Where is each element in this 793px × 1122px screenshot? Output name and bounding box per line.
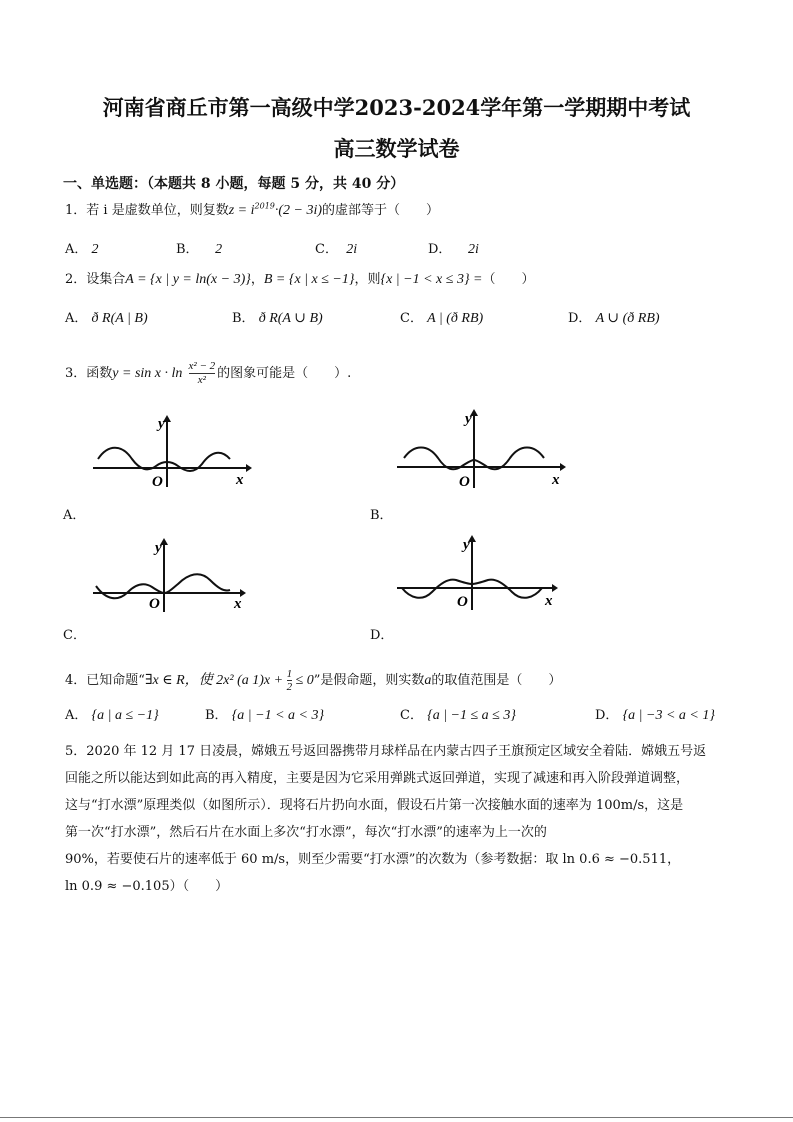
q1-number: 1． <box>65 203 87 218</box>
axis-x-label: x <box>552 472 560 488</box>
option-label: D． <box>595 708 619 723</box>
axis-y-label: y <box>158 416 165 432</box>
page-bottom-rule <box>0 1117 793 1118</box>
option-label: D． <box>428 242 452 257</box>
q1-option-b <box>176 238 222 258</box>
question-5 <box>65 738 740 900</box>
q2-option-b <box>232 307 323 327</box>
q3-text-b: 的图象可能是（ ）. <box>217 366 352 381</box>
q2-set-a: A = {x | y = ln(x − 3)} <box>125 272 251 287</box>
origin-label: O <box>457 594 468 610</box>
q1-text-a: 若 i 是虚数单位，则复数 <box>86 203 229 218</box>
q3-number: 3． <box>65 366 87 381</box>
q2-text-b: ，则 <box>354 272 381 287</box>
q2-option-d <box>568 307 660 327</box>
graph-b <box>392 404 577 492</box>
option-value: ð R(A | B) <box>91 311 148 326</box>
option-value: ð R(A ∪ B) <box>258 311 323 326</box>
q3-fraction <box>189 360 216 387</box>
q3-expr: y = sin x · ln <box>112 366 183 381</box>
x-axis-arrow <box>552 584 558 592</box>
origin-label: O <box>149 596 160 612</box>
q2-sep: ， <box>250 272 264 287</box>
option-value: A | (ð RB) <box>427 311 484 326</box>
q1-option-c <box>315 238 357 258</box>
option-value: {a | −3 < a < 1} <box>622 708 715 723</box>
option-value: 2 <box>215 242 223 257</box>
q2-text-c: （ ） <box>482 272 535 287</box>
x-axis-arrow <box>560 463 566 471</box>
q4-expr-b: ≤ 0 <box>292 673 314 688</box>
section-heading: 一、单选题：（本题共 8 小题，每题 5 分，共 40 分） <box>63 176 405 192</box>
q1-text-b: 的虚部等于（ ） <box>322 203 440 218</box>
axis-x-label: x <box>545 593 553 609</box>
q4-frac-num: 1 <box>286 668 293 680</box>
option-label: C． <box>400 708 423 723</box>
q1-option-d <box>428 238 479 258</box>
question-3 <box>65 360 351 387</box>
q4-number: 4． <box>65 673 87 688</box>
q3-numerator: x² − 2 <box>188 360 216 372</box>
option-label: C． <box>400 311 423 326</box>
q2-text-a: 设集合 <box>86 272 126 287</box>
q1-expr-b: ·(2 − 3i) <box>274 203 323 218</box>
graph-b-label: B． <box>370 508 393 523</box>
exam-subtitle: 高三数学试卷 <box>333 136 460 161</box>
q4-text-c: 的取值范围是（ ） <box>431 673 562 688</box>
option-value: {a | −1 ≤ a ≤ 3} <box>427 708 516 723</box>
graph-a <box>88 412 258 492</box>
q4-option-d <box>595 704 715 724</box>
origin-label: O <box>152 474 163 490</box>
q4-option-a <box>65 704 159 724</box>
q5-line-6: ln 0.9 ≈ −0.105）（ ） <box>65 879 229 894</box>
q3-text-a: 函数 <box>86 366 113 381</box>
axis-y-label: y <box>465 411 472 427</box>
x-axis-arrow <box>246 464 252 472</box>
axis-y-label: y <box>155 540 162 556</box>
question-4 <box>65 668 561 693</box>
origin-label: O <box>459 474 470 490</box>
option-value: 2i <box>346 242 358 257</box>
q4-frac-den: 2 <box>286 681 293 693</box>
q5-line-3: 这与“打水漂”原理类似（如图所示）．现将石片扔向水面，假设石片第一次接触水面的速率为 100m/s，这是 <box>65 798 684 813</box>
q5-line-2: 回能之所以能达到如此高的再入精度，主要是因为它采用弹跳式返回弹道，实现了减速和再入阶段弹道调整， <box>65 771 690 786</box>
q4-text-b: ”是假命题，则实数 <box>313 673 425 688</box>
option-label: B． <box>205 708 228 723</box>
question-1 <box>65 199 439 219</box>
option-value: {a | −1 < a < 3} <box>231 708 325 723</box>
q1-option-a <box>65 238 99 258</box>
option-value: 2i <box>467 242 479 257</box>
option-label: A． <box>65 311 88 326</box>
q3-denominator: x² <box>189 373 216 387</box>
graph-c-label: C． <box>63 628 86 643</box>
option-label: C． <box>315 242 338 257</box>
q4-option-c <box>400 704 516 724</box>
q4-text-a: 已知命题“ <box>86 673 145 688</box>
option-value: 2 <box>91 242 99 257</box>
option-value: {a | a ≤ −1} <box>91 708 159 723</box>
q5-line-1: 5．2020 年 12 月 17 日凌晨，嫦娥五号返回器携带月球样品在内蒙古四子王旗预定区域安全着陆．嫦娥五号返 <box>65 744 707 759</box>
q1-expr: z = i <box>228 203 255 218</box>
q2-option-c <box>400 307 483 327</box>
option-label: A． <box>65 242 88 257</box>
axis-x-label: x <box>236 472 244 488</box>
axis-x-label: x <box>234 596 242 612</box>
q4-option-b <box>205 704 324 724</box>
option-label: B． <box>232 311 255 326</box>
q2-set-b: B = {x | x ≤ −1} <box>263 272 355 287</box>
q4-expr: ∃x ∈ R，使 2x² (a 1)x + <box>144 673 287 688</box>
axis-y-label: y <box>463 537 470 553</box>
q1-exponent: 2019 <box>254 201 275 211</box>
q2-option-a <box>65 307 148 327</box>
q2-set-c: {x | −1 < x ≤ 3} = <box>380 272 483 287</box>
q5-line-5: 90%，若要使石片的速率低于 60 m/s，则至少需要“打水漂”的次数为（参考数据：取 ln 0.6 ≈ −0.511， <box>65 852 681 867</box>
q2-number: 2． <box>65 272 87 287</box>
option-value: A ∪ (ð RB) <box>595 311 660 326</box>
option-label: A． <box>65 708 88 723</box>
option-label: D． <box>568 311 592 326</box>
exam-title: 河南省商丘市第一高级中学2023-2024学年第一学期期中考试 <box>102 95 691 120</box>
q5-line-4: 第一次“打水漂”，然后石片在水面上多次“打水漂”，每次“打水漂”的速率为上一次的 <box>65 825 547 840</box>
graph-c <box>88 534 258 614</box>
q4-var: a <box>424 673 432 688</box>
graph-d <box>392 530 572 614</box>
option-label: B． <box>176 242 199 257</box>
graph-d-label: D． <box>370 628 394 643</box>
question-2 <box>65 268 535 288</box>
graph-a-label: A． <box>63 508 86 523</box>
